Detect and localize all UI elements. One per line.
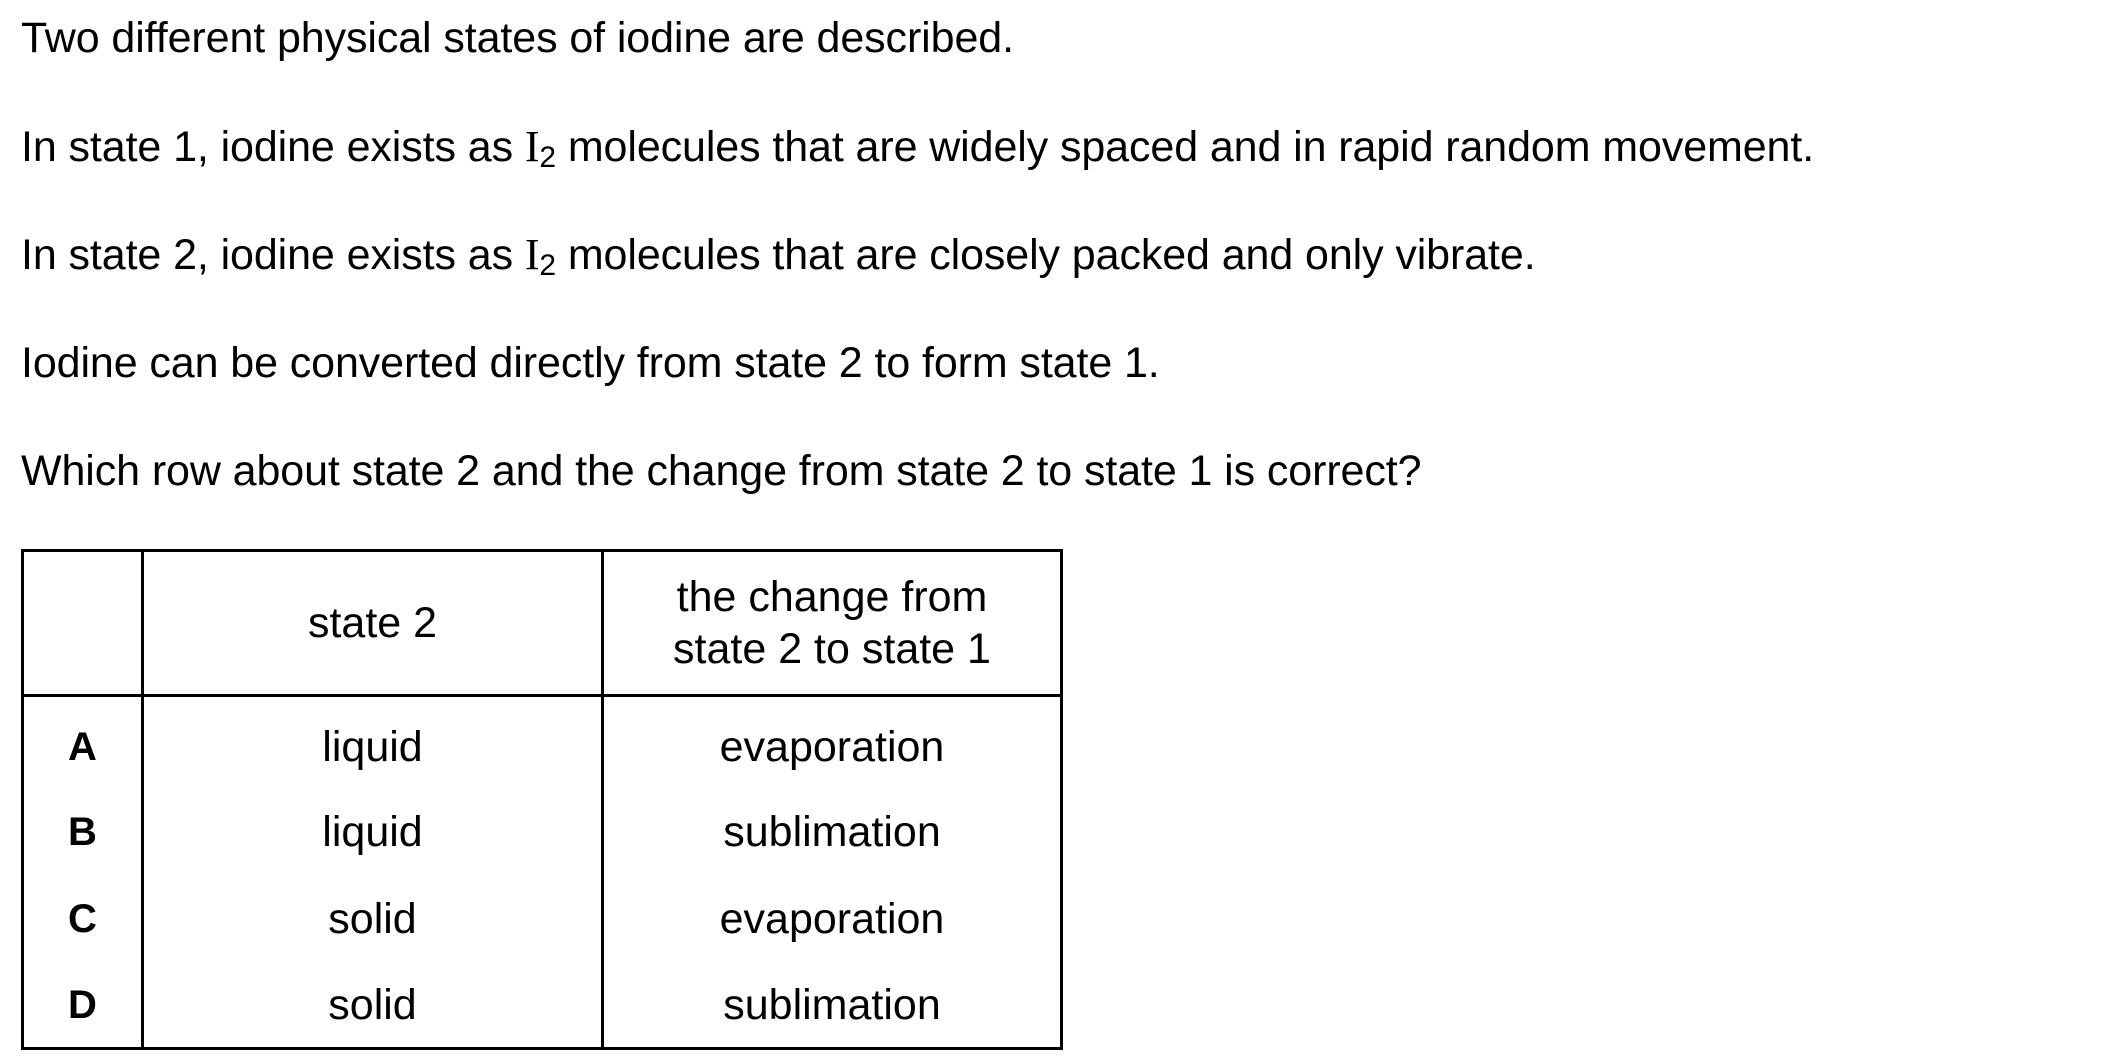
option-change: sublimation	[603, 963, 1062, 1049]
option-row-c[interactable]	[23, 876, 1062, 963]
option-key: C	[23, 876, 143, 963]
state2-description	[21, 230, 1536, 280]
option-change: sublimation	[603, 789, 1062, 876]
option-row-a[interactable]	[23, 696, 1062, 790]
header-change-line2: state 2 to state 1	[673, 625, 991, 673]
state1-description	[21, 122, 1814, 172]
state2-text-after: molecules that are closely packed and only vibrate.	[555, 231, 1536, 279]
option-change: evaporation	[603, 696, 1062, 790]
iodine-formula	[524, 122, 556, 174]
option-state2: liquid	[143, 696, 603, 790]
question-prompt: Which row about state 2 and the change from state 2 to state 1 is correct?	[21, 447, 1422, 495]
state2-text-before: In state 2, iodine exists as	[21, 231, 525, 279]
option-change: evaporation	[603, 876, 1062, 963]
formula-subscript: 2	[539, 141, 556, 174]
header-change	[603, 551, 1062, 696]
option-row-d[interactable]	[23, 963, 1062, 1049]
state1-text-after: molecules that are widely spaced and in rapid random movement.	[555, 123, 1815, 171]
table-header-row	[23, 551, 1062, 696]
intro-text: Two different physical states of iodine are described.	[21, 14, 1014, 62]
header-key-cell	[23, 551, 143, 696]
iodine-formula	[524, 230, 556, 282]
formula-subscript: 2	[539, 249, 556, 282]
state1-text-before: In state 1, iodine exists as	[21, 123, 525, 171]
conversion-text: Iodine can be converted directly from state 2 to form state 1.	[21, 339, 1160, 387]
option-row-b[interactable]	[23, 789, 1062, 876]
option-key: A	[23, 696, 143, 790]
header-change-line1: the change from	[676, 573, 988, 621]
answer-options-table	[21, 549, 1063, 1050]
option-key: D	[23, 963, 143, 1049]
option-state2: liquid	[143, 789, 603, 876]
option-state2: solid	[143, 963, 603, 1049]
formula-symbol: I	[524, 230, 540, 279]
option-state2: solid	[143, 876, 603, 963]
formula-symbol: I	[524, 122, 540, 171]
option-key: B	[23, 789, 143, 876]
header-state2: state 2	[143, 551, 603, 696]
